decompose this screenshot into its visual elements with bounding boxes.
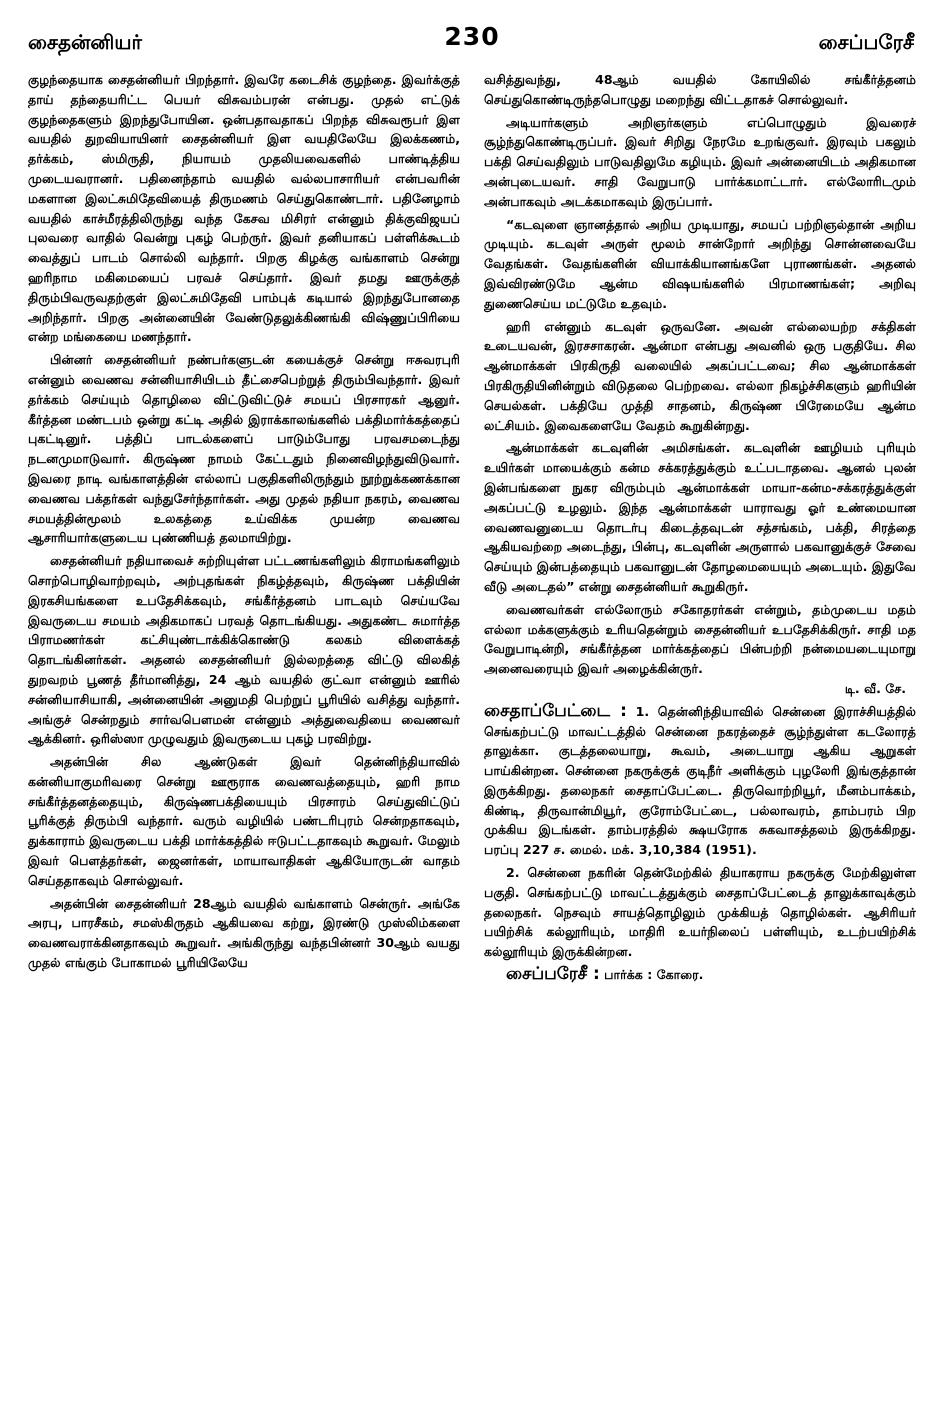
paragraph	[28, 350, 460, 548]
paragraph	[28, 752, 460, 891]
paragraph-text: பார்க்க : கோரை.	[599, 967, 704, 983]
paragraph	[28, 551, 460, 749]
paragraph	[484, 702, 916, 860]
paragraph	[28, 70, 460, 347]
paragraph-text: அதன்பின் சைதன்னியர் 28ஆம் வயதில் வங்காளம் சென்ருர். அங்கே அரபு, பாரசீகம், சமஸ்கிருதம் ஆகியவை கற்று, இரண்டு முஸ்லிம்களை வைணவராக்கினதாகவும் கூறுவர். அங்கிருந்து வந்தபின்னர் 30ஆம் வயது முதல் எங்கும் போகாமல் பூரியிலேயே	[28, 895, 460, 971]
paragraph	[484, 863, 916, 962]
header-left-title: சைதன்னியர்	[28, 30, 142, 54]
paragraph-text: சைதன்னியர் நதியாவைச் சுற்றியுள்ள பட்டணங்களிலும் கிராமங்களிலும் சொற்பொழிவாற்றவும், அற்புதங்கள் நிகழ்த்தவும், கிருஷ்ண பக்தியின் இரகசியங்களை உபதேசிக்கவும், சங்கீர்த்தனம் பாடவும் செய்யவே இவருடைய சமயம் அதிகமாகப் பரவத் தொடங்கியது. அதுகண்ட சுமார்த்த பிராமணர்கள் கட்சியுண்டாக்கிக்கொண்டு கலகம் விளைக்கத் தொடங்கினர்கள். அதனல் சைதன்னியர் இல்லறத்தை விட்டு விலகித் துறவறம் பூணத் தீர்மானித்து, 24 ஆம் வயதில் குட்வா என்னும் ஊரில் சன்னியாசியாகி, அன்னையின் அனுமதி பெற்றுப் பூரியில் வசித்து வந்தார். அங்குச் சென்றதும் சார்வபௌமன் என்னும் அத்துவைதியை வைணவர் ஆக்கினர். ஒரிஸ்ஸா முழுவதும் இவருடைய புகழ் பரவிற்று.	[28, 553, 460, 747]
entry-heading: சைதாப்பேட்டை :	[484, 700, 627, 721]
paragraph	[484, 215, 916, 314]
paragraph-text: 2. சென்னை நகரின் தென்மேற்கில் தியாகராய நகருக்கு மேற்கிலுள்ள பகுதி. செங்கற்பட்டு மாவட்டத்துக்கும் சைதாப்பேட்டைத் தாலுக்காவுக்கும் தலைநகர். நெசவும் சாயத்தொழிலும் முக்கியத் தொழில்கள். ஆசிரியர் பயிற்சிக் கல்லூரியும், மாதிரி உயர்நிலைப் பள்ளியும், உடற்பயிற்சிக் கல்லூரியும் இருக்கின்றன.	[484, 865, 916, 960]
encyclopedia-page	[28, 18, 916, 1408]
paragraph-text: ஹரி என்னும் கடவுள் ஒருவனே. அவன் எல்லையற்ற சக்திகள் உடையவன், இரசசாகரன். ஆன்மா என்பது அவனில் ஒரு பகுதியே. சில ஆன்மாக்கள் பிரகிருதி வலையில் அகப்பட்டவை; சில ஆன்மாக்கள் பிரகிருதியினின்றும் விடுதலை பெற்றவை. எல்லா நிகழ்ச்சிகளும் ஹரியின் செயல்கள். பக்தியே முத்தி சாதனம், கிருஷ்ண பிரேமையே ஆன்ம லட்சியம். இவைகளையே வேதம் கூறுகின்றது.	[484, 318, 916, 433]
text-columns	[28, 70, 916, 1405]
paragraph	[484, 70, 916, 110]
paragraph	[484, 438, 916, 596]
paragraph-text: வைணவர்கள் எல்லோரும் சகோதரர்கள் என்றும், தம்முடைய மதம் எல்லா மக்களுக்கும் உரியதென்றும் சைதன்னியர் உபதேசிக்கிருர். சாதி மத வேறுபாடின்றி, சங்கீர்த்தன மார்க்கத்தைப் பின்பற்றி நன்மையடையுமாறு அனைவரையும் இவர் அழைக்கின்ருர்.	[484, 601, 916, 677]
paragraph	[484, 317, 916, 436]
paragraph-text: பின்னர் சைதன்னியர் நண்பர்களுடன் கயைக்குச் சென்று ஈசுவரபுரி என்னும் வைணவ சன்னியாசியிடம் தீட்சைபெற்றுத் திரும்பிவந்தார். இவர் தர்க்கம் செய்யும் தொழிலை விட்டுவிட்டுச் சமயப் பிரசாரகர் ஆனுர். கீர்த்தன மண்டபம் ஒன்று கட்டி அதில் இராக்காலங்களில் பக்திமார்க்கத்தைப் புகட்டினுர். பத்திப் பாடல்களைப் பாடும்போது பரவசமடைந்து நடனமுமாடுவார். கிருஷ்ண நாமம் கேட்டதும் நினைவிழந்துவிடுவார். இவரை நாடி வங்காளத்தின் எல்லாப் பகுதிகளிலிருந்தும் நூற்றுக்கணக்கான வைணவ பக்தர்கள் வந்துசேர்ந்தார்கள். அது முதல் நதியா நகரம், வைணவ சமயத்தின்மூலம் உலகத்தை உய்விக்க முயன்ற வைணவ ஆசாரியார்களுடைய புண்ணியத் தலமாயிற்று.	[28, 352, 460, 546]
paragraph-text: “கடவுளை ஞானத்தால் அறிய முடியாது, சமயப் பற்றிஞல்தான் அறிய முடியும். கடவுள் அருள் மூலம் சான்றோர் அறிந்து சொன்னவையே வேதங்கள். வேதங்களின் வியாக்கியானங்களே புராணங்கள். அதனல் இவ்விரண்டுமே ஆன்ம விஷயங்களில் பிரமாணங்கள்; அறிவு துணைசெய்ய மட்டுமே உதவும்.	[484, 216, 916, 311]
paragraph-text: குழந்தையாக சைதன்னியர் பிறந்தார். இவரே கடைசிக் குழந்தை. இவர்க்குத் தாய் தந்தையரிட்ட பெயர் விசுவம்பரன் என்பது. முதல் எட்டுக் குழந்தைகளும் இறந்துபோயின. ஒன்பதாவதாகப் பிறந்த விசுவரூபர் இள வயதில் துறவியாயினர் சைதன்னியர் இள வயதிலேயே இலக்கணம், தர்க்கம், ஸ்மிருதி, நியாயம் முதலியவைகளில் பாண்டித்திய முடையவரானர். பதினைந்தாம் வயதில் வல்லபாசாரியர் என்பவரின் மகளான இலட்சுமிதேவியைத் திருமணம் செய்துகொண்டார். பதினேழாம் வயதில் காச்மீரத்திலிருந்து வந்த கேசவ மிசிரர் என்னும் திக்குவிஜயப் புலவரை வாதில் வென்று புகழ் பெற்ருர். இவர் தனியாகப் பள்ளிக்கூடம் வைத்துப் பாடம் சொல்லி வந்தார். பிறகு கிழக்கு வங்காளம் சென்று ஹரிநாம மகிமையைப் பரவச் செய்தார். இவர் தமது ஊருக்குத் திரும்பிவருவதற்குள் இலட்சுமிதேவி பாம்புக் கடியால் இறந்துபோனதை அறிந்தார். பிறகு அன்னையின் வேண்டுதலுக்கிணங்கி விஷ்ணுப்பிரியை என்ற மங்கையை மணந்தார்.	[28, 72, 460, 345]
paragraph	[484, 600, 916, 699]
paragraph-text: அதன்பின் சில ஆண்டுகள் இவர் தென்னிந்தியாவில் கன்னியாகுமரிவரை சென்று ஊரூராக வைணவத்தையும், ஹரி நாம சங்கீர்த்தனத்தையும், கிருஷ்ணபக்தியையும் பிரசாரம் செய்துவிட்டுப் பூரிக்குத் திரும்பி வந்தார். வரும் வழியில் பண்டரிபுரம் சென்றதாகவும், துக்காராம் இவருடைய பக்தி மார்க்கத்தில் ஈடுபட்டதாகவும் கூறுவர். மேலும் இவர் பௌத்தர்கள், ஜைனர்கள், மாயாவாதிகள் ஆகியோருடன் வாதம் செய்ததாகவும் சொல்லுவர்.	[28, 754, 460, 888]
paragraph	[484, 113, 916, 212]
paragraph-text: ஆன்மாக்கள் கடவுளின் அமிசங்கள். கடவுளின் ஊழியம் புரியும் உயிர்கள் மாயைக்கும் கன்ம சக்கரத்துக்கும் உட்படாதவை. ஆனல் புலன் இன்பங்களை நுகர விரும்பும் ஆன்மாக்கள் மாயா-கன்ம-சக்கரத்துக்குள் அகப்பட்டு உழலும். இந்த ஆன்மாக்கள் யாராவது ஓர் உண்மையான வைணவனுடைய தொடர்பு கிடைத்தவுடன் சத்சங்கம், பக்தி, சிரத்தை ஆகியவற்றை அடைந்து, பின்பு, கடவுளின் அருளால் பகவானுக்குச் சேவை செய்யும் இன்பத்தையும் பகவானுடன் தோழமையையும் அடையும். இதுவே வீடு அடைதல்” என்று சைதன்னியர் கூறுகிருர்.	[484, 440, 916, 594]
header-right-title: சைப்பரேசீ	[818, 30, 914, 54]
entry-heading: சைப்பரேசீ :	[506, 964, 600, 985]
paragraph	[28, 894, 460, 973]
page-header	[28, 18, 916, 68]
right-column	[484, 70, 916, 1405]
paragraph-text: வசித்துவந்து, 48ஆம் வயதில் கோயிலில் சங்கீர்த்தனம் செய்துகொண்டிருந்தபொழுது மறைந்து விட்டதாகச் சொல்லுவர்.	[484, 72, 916, 107]
page-number: 230	[444, 22, 500, 51]
left-column	[28, 70, 460, 1405]
author-signature: டி. வீ. சே.	[844, 680, 906, 696]
paragraph-text: 1. தென்னிந்தியாவில் சென்னை இராச்சியத்தில் செங்கற்பட்டு மாவட்டத்தில் சென்னை நகரத்தைச் சூழ்ந்துள்ள கடலோரத் தாலுக்கா. குடத்தலையாறு, கூவம், அடையாறு ஆகிய ஆறுகள் பாய்கின்றன. சென்னை நகருக்குக் குடிநீர் அளிக்கும் புழலேரி இங்குத்தான் இருக்கிறது. தலைநகர் சைதாப்பேட்டை. திருவொற்றியூர், மீனம்பாக்கம், கிண்டி, திருவான்மியூர், குரோம்பேட்டை, பல்லாவரம், தாம்பரம் பிற முக்கிய இடங்கள். தாம்பரத்தில் க்ஷயரோக சுகவாசத்தலம் இருக்கிறது. பரப்பு 227 ச. மைல். மக். 3,10,384 (1951).	[484, 703, 916, 858]
paragraph-text: அடியார்களும் அறிஞர்களும் எப்பொழுதும் இவரைச் சூழ்ந்துகொண்டிருப்பர். இவர் சிறிது நேரமே உறங்குவர். இரவும் பகலும் பக்தி செய்வதிலும் பாடுவதிலுமே கழியும். இவர் அன்னையிடம் அதிகமான அன்புடையவர். சாதி வேறுபாடு பார்க்கமாட்டார். எல்லோரிடமும் அன்பாகவும் அடக்கமாகவும் இருப்பார்.	[484, 114, 916, 209]
paragraph	[484, 965, 916, 985]
